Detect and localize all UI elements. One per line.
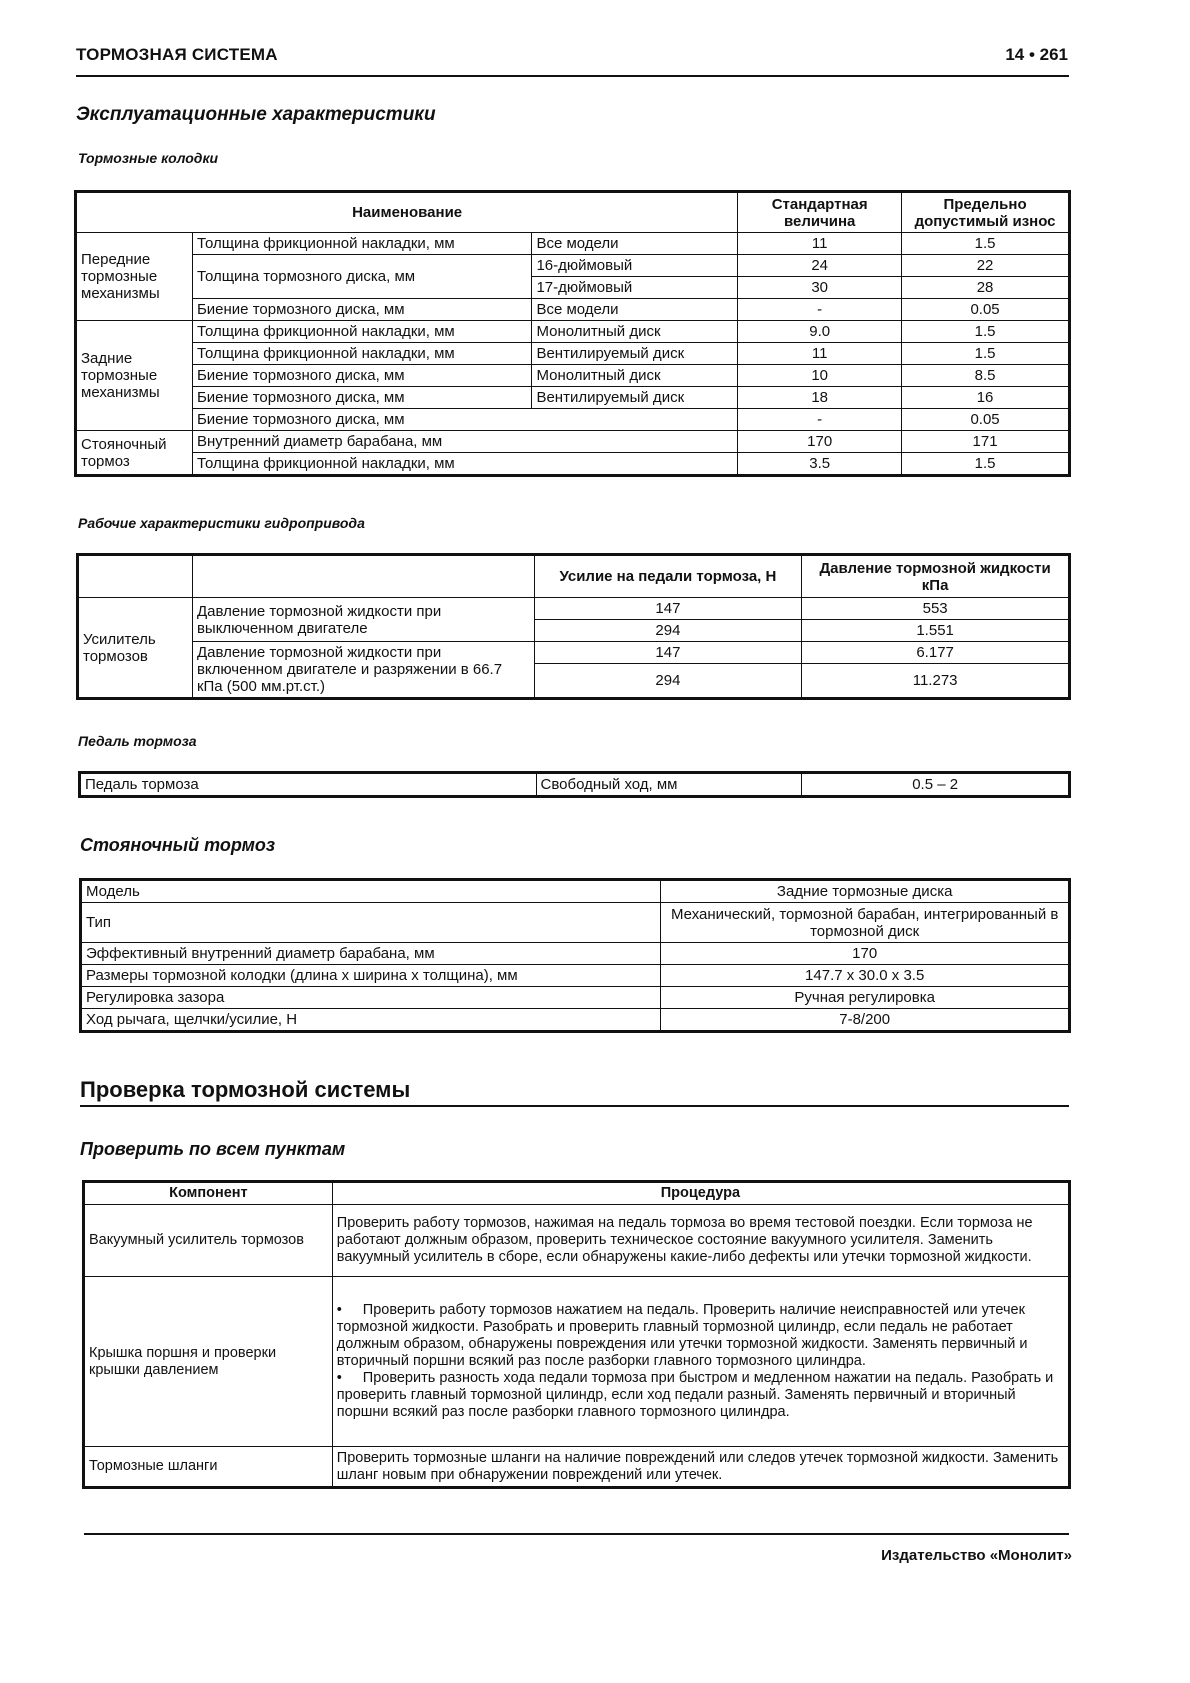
cell-force: 294: [534, 664, 802, 698]
cell-model: Вентилируемый диск: [532, 387, 738, 409]
cell-standard: 18: [738, 387, 902, 409]
group-front: Передние тормозные механизмы: [77, 233, 193, 321]
cell-standard: -: [738, 409, 902, 431]
subtitle-hydraulic: Рабочие характеристики гидропривода: [78, 515, 365, 531]
head-standard: Стандартная величина: [738, 193, 902, 233]
cell-standard: 11: [738, 343, 902, 365]
cell-model: Все модели: [532, 299, 738, 321]
parking-table: [81, 880, 1069, 1031]
cell-param: Толщина фрикционной накладки, мм: [192, 453, 737, 475]
cell-param: Размеры тормозной колодки (длина х ширина х толщина), мм: [82, 965, 661, 987]
cell-component: Крышка поршня и проверки крышки давлением: [85, 1277, 333, 1447]
head-fluid-pressure: Давление тормозной жидкости кПа: [802, 556, 1069, 598]
cell-value: 7-8/200: [661, 1009, 1069, 1031]
cell-standard: 11: [738, 233, 902, 255]
cell-force: 294: [534, 620, 802, 642]
subtitle-pedal: Педаль тормоза: [78, 733, 197, 749]
section-title-check: Проверка тормозной системы: [80, 1077, 411, 1102]
cell-limit: 16: [902, 387, 1069, 409]
cell-procedure: Проверить работу тормозов, нажимая на педаль тормоза во время тестовой поездки. Если тормоза не работают должным образом, проверить техническое состояние вакуумного усилителя. Заменить вакуумный усилитель в сборе, если обнаружены какие-либо дефекты или утечки тормозной жидкости.: [332, 1205, 1068, 1277]
section-divider: [80, 1105, 1069, 1107]
subtitle-check-all: Проверить по всем пунктам: [80, 1139, 346, 1159]
head-procedure: Процедура: [332, 1183, 1068, 1205]
running-header-title: ТОРМОЗНАЯ СИСТЕМА: [76, 45, 278, 64]
cell-limit: 22: [902, 255, 1069, 277]
cell-param: Толщина фрикционной накладки, мм: [192, 321, 531, 343]
cell-procedure: [332, 1277, 1068, 1447]
cell-model: Все модели: [532, 233, 738, 255]
blank-head-cell: [192, 556, 534, 598]
page-number: 14 • 261: [1005, 45, 1068, 64]
cell-model: Монолитный диск: [532, 321, 738, 343]
cell-free-play-value: 0.5 – 2: [802, 774, 1069, 796]
cell-limit: 171: [902, 431, 1069, 453]
cell-procedure: Проверить тормозные шланги на наличие повреждений или следов утечек тормозной жидкости. Заменить шланг новым при обнаружении повреждений или утечек.: [332, 1447, 1068, 1487]
head-wear-limit: Предельно допустимый износ: [902, 193, 1069, 233]
bullet-icon: •: [336, 1370, 342, 1386]
group-parking: Стояночный тормоз: [77, 431, 193, 475]
cell-limit: 1.5: [902, 453, 1069, 475]
cell-standard: 9.0: [738, 321, 902, 343]
cell-pressure: 553: [802, 598, 1069, 620]
section-title-parking: Стояночный тормоз: [80, 835, 276, 855]
check-table: [84, 1182, 1069, 1487]
cell-limit: 8.5: [902, 365, 1069, 387]
blank-head-cell: [79, 556, 193, 598]
header-divider: [76, 75, 1069, 77]
cell-param: Модель: [82, 881, 661, 903]
cell-limit: 0.05: [902, 299, 1069, 321]
cell-standard: 30: [738, 277, 902, 299]
bullet-text: Проверить работу тормозов нажатием на педаль. Проверить наличие неисправностей или утечек тормозной жидкости. Разобрать и проверить главный тормозной цилиндр, если педаль не работает должным образом, обнаружены повреждения или утечки тормозной жидкости. Заменять первичный и вторичный поршни всякий раз после разборки главного тормозного цилиндра.: [336, 1302, 1028, 1369]
cell-value: 170: [661, 943, 1069, 965]
bullet-text: Проверить разность хода педали тормоза при быстром и медленном нажатии на педаль. Разобрать и проверить главный тормозной цилиндр, если ход педали разный. Заменять первичный и вторичный поршни всякий раз после разборки главного тормозного цилиндра.: [336, 1370, 1054, 1420]
pedal-table: [80, 773, 1069, 796]
cell-param: Толщина фрикционной накладки, мм: [192, 343, 531, 365]
cell-limit: 1.5: [902, 321, 1069, 343]
label-engine-on: Давление тормозной жидкости при включенном двигателе и разряжении в 66.7 кПа (500 мм.рт.ст.): [192, 642, 534, 698]
cell-standard: 10: [738, 365, 902, 387]
cell-model: 16-дюймовый: [532, 255, 738, 277]
cell-param: Тип: [82, 903, 661, 943]
cell-param: Биение тормозного диска, мм: [192, 387, 531, 409]
cell-param: Регулировка зазора: [82, 987, 661, 1009]
cell-limit: 1.5: [902, 233, 1069, 255]
footer-publisher: Издательство «Монолит»: [881, 1547, 1072, 1564]
bullet-icon: •: [336, 1302, 342, 1318]
section-title-specs: Эксплуатационные характеристики: [76, 104, 436, 125]
procedure-bullet: [337, 1302, 1064, 1370]
cell-force: 147: [534, 642, 802, 664]
cell-limit: 1.5: [902, 343, 1069, 365]
cell-value: Механический, тормозной барабан, интегрированный в тормозной диск: [661, 903, 1069, 943]
group-booster: Усилитель тормозов: [79, 598, 193, 698]
group-rear: Задние тормозные механизмы: [77, 321, 193, 431]
cell-model: 17-дюймовый: [532, 277, 738, 299]
cell-param: Толщина тормозного диска, мм: [192, 255, 531, 299]
cell-standard: 24: [738, 255, 902, 277]
cell-value: 147.7 х 30.0 х 3.5: [661, 965, 1069, 987]
cell-model: Вентилируемый диск: [532, 343, 738, 365]
cell-param: Биение тормозного диска, мм: [192, 299, 531, 321]
cell-standard: 170: [738, 431, 902, 453]
cell-standard: 3.5: [738, 453, 902, 475]
cell-param: Биение тормозного диска, мм: [192, 409, 737, 431]
hydraulic-table: [78, 555, 1069, 698]
cell-pedal: Педаль тормоза: [81, 774, 537, 796]
head-component: Компонент: [85, 1183, 333, 1205]
cell-param: Толщина фрикционной накладки, мм: [192, 233, 531, 255]
cell-free-play-label: Свободный ход, мм: [536, 774, 802, 796]
label-engine-off: Давление тормозной жидкости при выключенном двигателе: [192, 598, 534, 642]
cell-component: Тормозные шланги: [85, 1447, 333, 1487]
cell-value: Задние тормозные диска: [661, 881, 1069, 903]
subtitle-brake-pads: Тормозные колодки: [78, 150, 219, 166]
cell-pressure: 11.273: [802, 664, 1069, 698]
cell-standard: -: [738, 299, 902, 321]
cell-force: 147: [534, 598, 802, 620]
cell-limit: 0.05: [902, 409, 1069, 431]
cell-param: Ход рычага, щелчки/усилие, Н: [82, 1009, 661, 1031]
cell-param: Эффективный внутренний диаметр барабана, мм: [82, 943, 661, 965]
footer-divider: [84, 1533, 1069, 1535]
cell-param: Биение тормозного диска, мм: [192, 365, 531, 387]
cell-limit: 28: [902, 277, 1069, 299]
cell-pressure: 1.551: [802, 620, 1069, 642]
brake-pads-table: [76, 192, 1069, 475]
cell-param: Внутренний диаметр барабана, мм: [192, 431, 737, 453]
cell-model: Монолитный диск: [532, 365, 738, 387]
head-name: Наименование: [77, 193, 738, 233]
cell-pressure: 6.177: [802, 642, 1069, 664]
cell-value: Ручная регулировка: [661, 987, 1069, 1009]
head-pedal-force: Усилие на педали тормоза, Н: [534, 556, 802, 598]
procedure-bullet: [337, 1370, 1064, 1421]
cell-component: Вакуумный усилитель тормозов: [85, 1205, 333, 1277]
